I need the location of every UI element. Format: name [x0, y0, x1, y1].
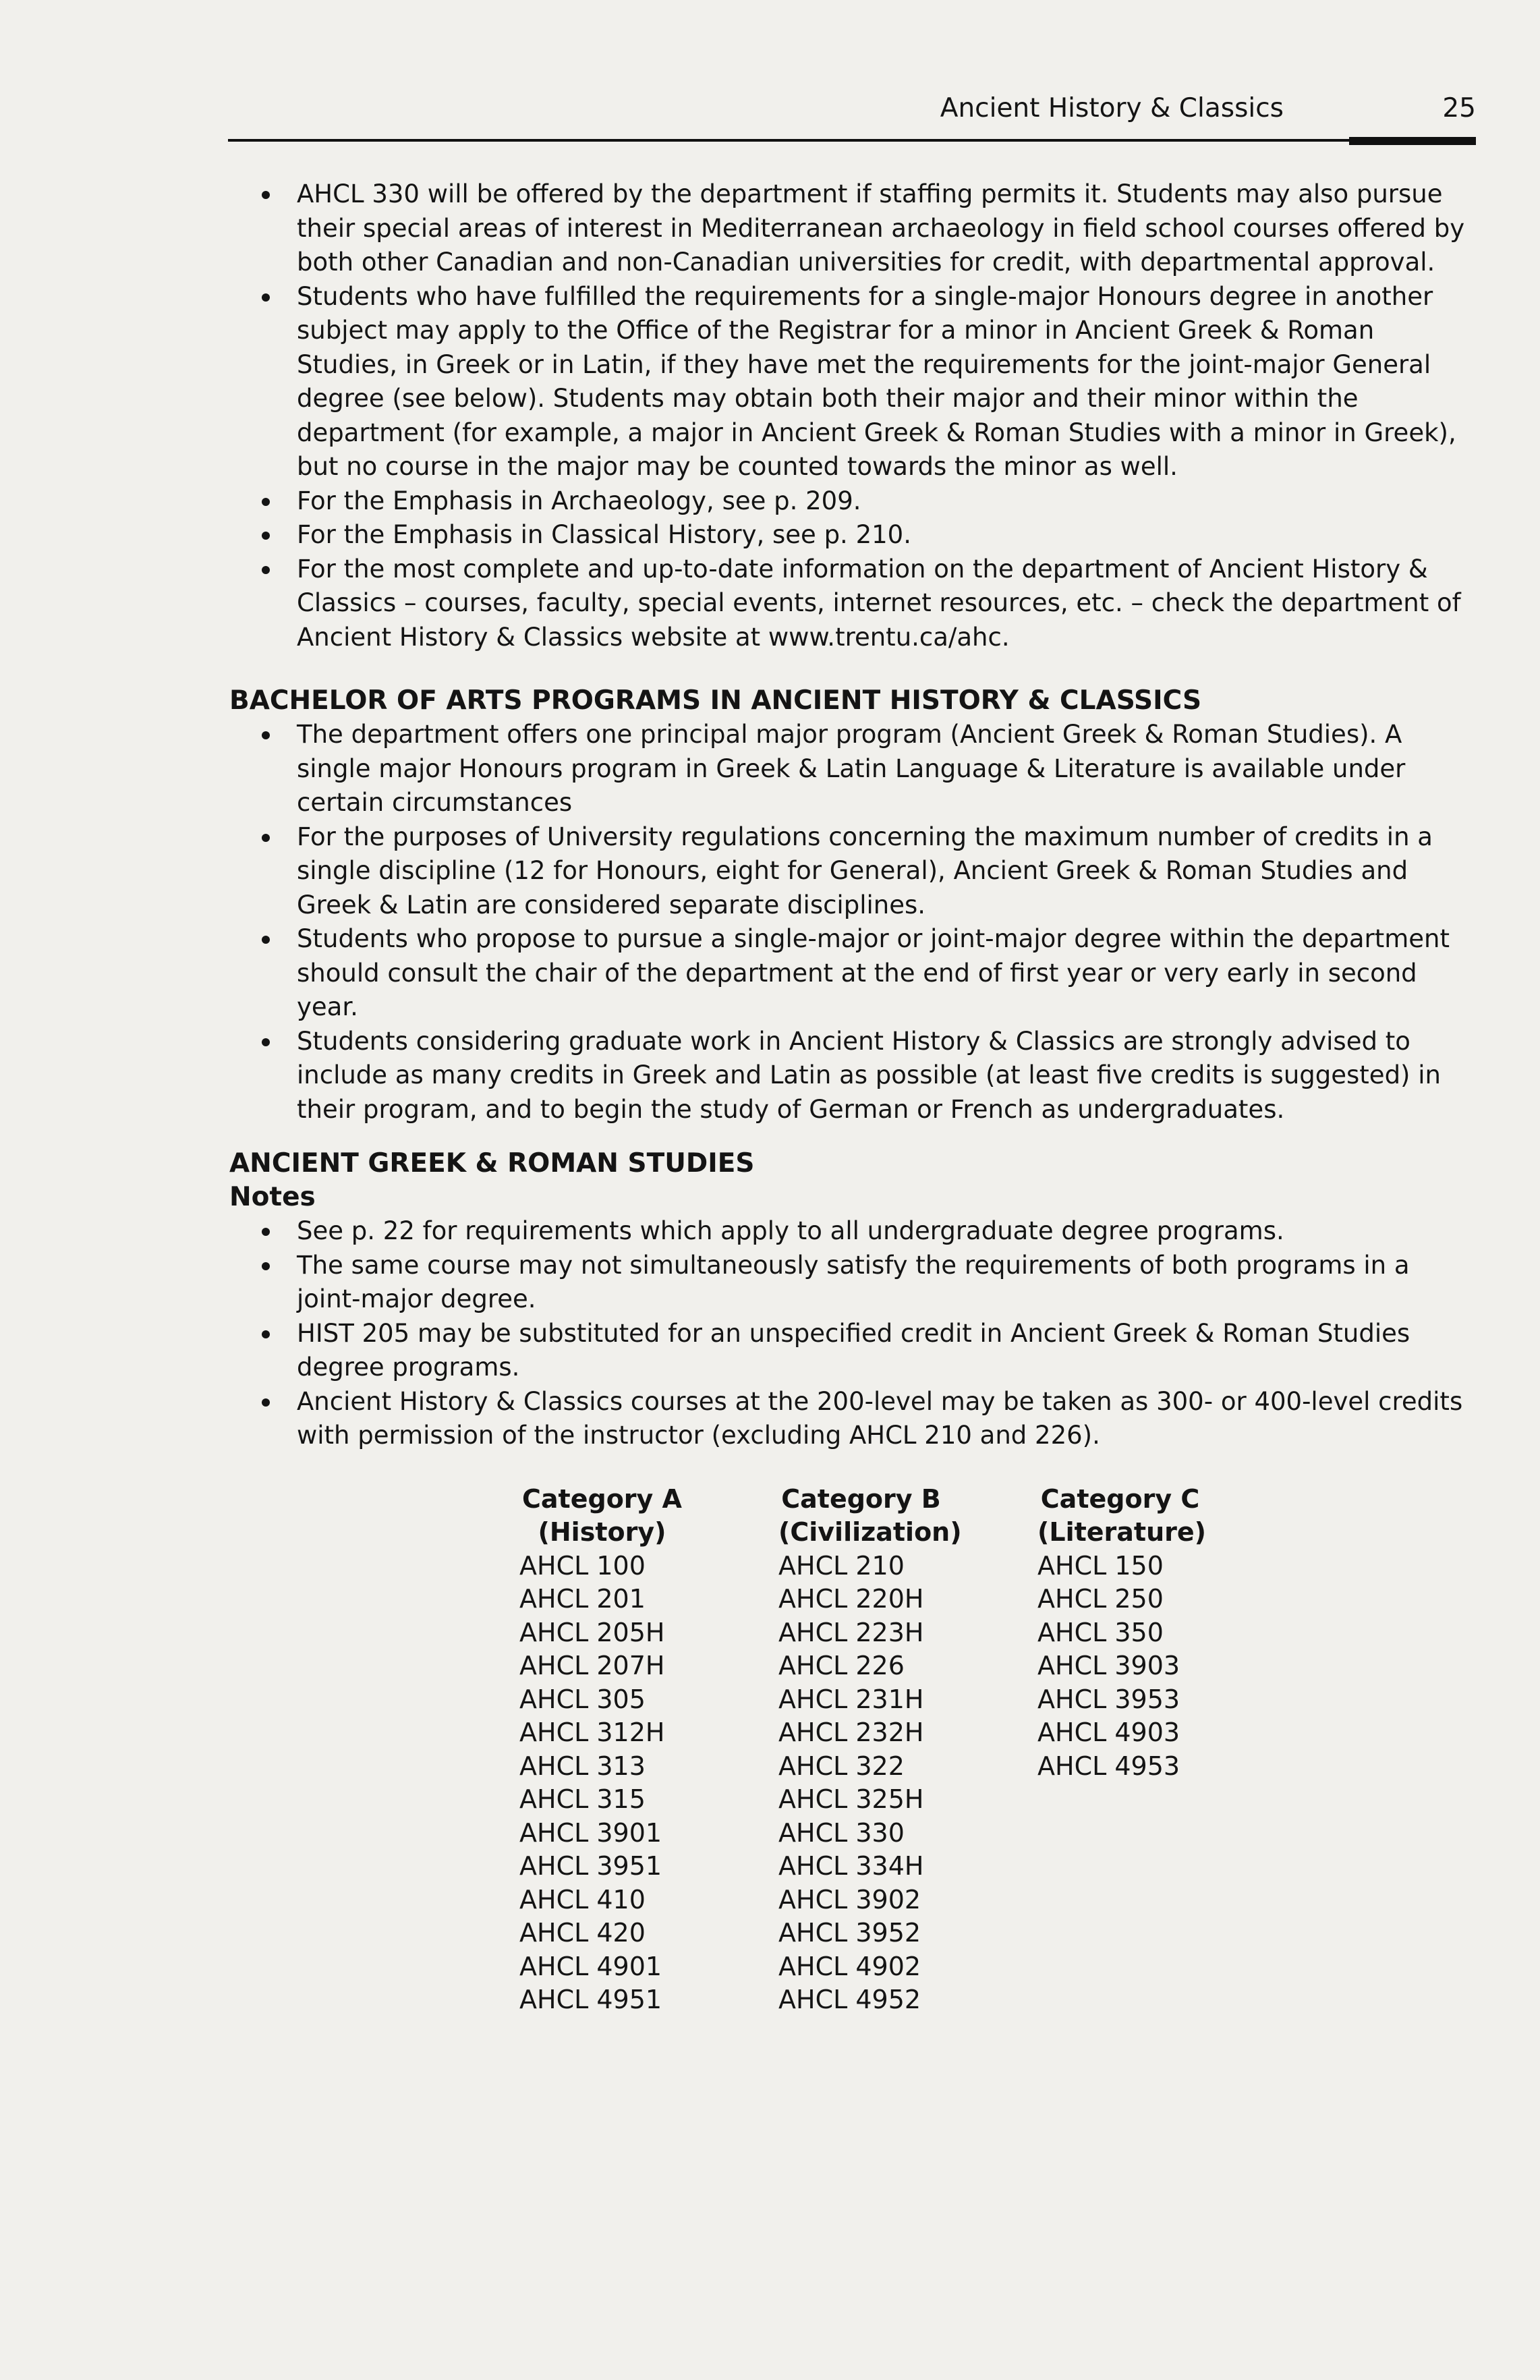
bullet-text: For the purposes of University regulations concerning the maximum number of credits in a single discipline (12 for Honours, eight for General), Ancient Greek & Roman Studies and Greek & Latin are considered separate disciplines. — [297, 822, 1433, 919]
bullet-icon — [262, 191, 270, 199]
course-code: AHCL 3901 — [519, 1817, 662, 1848]
intro-bullet-list — [229, 177, 1477, 654]
bullet-text: Students who have fulfilled the requirements for a single-major Honours degree in another subject may apply to the Office of the Registrar for a minor in Ancient Greek & Roman Studies, in Greek or in Latin, if they have met the requirements for the joint-major General degree (see below). Students may obtain both their major and their minor within the department (for example, a major in Ancient Greek & Roman Studies with a minor in Greek), but no course in the major may be counted towards the minor as well. — [297, 281, 1456, 481]
agrs-notes-bullet-list — [229, 1214, 1477, 1453]
course-code: AHCL 305 — [519, 1684, 646, 1714]
category-subtitle: (History) — [538, 1517, 666, 1547]
bullet-text: HIST 205 may be substituted for an unspecified credit in Ancient Greek & Roman Studies degree programs. — [297, 1318, 1410, 1382]
agrs-note-item — [229, 1317, 1477, 1385]
agrs-note-item — [229, 1214, 1477, 1249]
course-code: AHCL 330 — [778, 1817, 905, 1848]
agrs-note-item — [229, 1249, 1477, 1317]
course-code: AHCL 312H — [519, 1718, 665, 1747]
course-code: AHCL 100 — [519, 1550, 646, 1581]
bullet-text: Students considering graduate work in Ancient History & Classics are strongly advised to include as many credits in Greek and Latin as possible (at least five credits is suggested) in their program, and to begin the study of German or French as undergraduates. — [297, 1026, 1441, 1124]
course-code: AHCL 4902 — [778, 1951, 921, 1981]
course-code: AHCL 4953 — [1037, 1751, 1180, 1781]
notes-heading: Notes — [229, 1182, 316, 1212]
bullet-icon — [262, 936, 270, 944]
course-code: AHCL 205H — [519, 1617, 665, 1647]
course-code: AHCL 410 — [519, 1884, 646, 1915]
page-number: 25 — [1442, 93, 1476, 123]
course-category-table — [519, 1483, 1477, 2017]
course-code: AHCL 226 — [778, 1651, 905, 1680]
page-body — [229, 177, 1477, 2017]
bullet-text: Ancient History & Classics courses at the 200-level may be taken as 300- or 400-level credits with permission of the instructor (excluding AHCL 210 and 226). — [297, 1386, 1463, 1450]
course-code: AHCL 4901 — [519, 1951, 662, 1981]
course-code: AHCL 3902 — [778, 1884, 921, 1915]
category-subtitle: (Literature) — [1037, 1517, 1207, 1547]
course-code: AHCL 207H — [519, 1651, 665, 1680]
bullet-text: The same course may not simultaneously satisfy the requirements of both programs in a joint-major degree. — [297, 1250, 1410, 1313]
running-header — [0, 92, 1540, 132]
bullet-icon — [262, 731, 270, 739]
ba-programs-bullet-item — [229, 1025, 1477, 1127]
ba-programs-bullet-item — [229, 820, 1477, 923]
course-code: AHCL 322 — [778, 1751, 905, 1781]
course-code: AHCL 3903 — [1037, 1651, 1180, 1680]
course-code: AHCL 334H — [778, 1851, 924, 1881]
course-code: AHCL 150 — [1037, 1550, 1164, 1581]
bullet-icon — [262, 1398, 270, 1407]
course-code: AHCL 231H — [778, 1684, 924, 1714]
category-title: Category C — [1040, 1483, 1200, 1514]
bullet-text: Students who propose to pursue a single-major or joint-major degree within the department should consult the chair of the department at the end of first year or very early in second year. — [297, 924, 1450, 1021]
course-code: AHCL 3952 — [778, 1918, 921, 1948]
bullet-text: For the Emphasis in Classical History, see p. 210. — [297, 520, 911, 549]
agrs-heading: ANCIENT GREEK & ROMAN STUDIES — [229, 1148, 755, 1179]
course-code: AHCL 3953 — [1037, 1684, 1180, 1714]
ba-programs-bullet-list — [229, 718, 1477, 1127]
bullet-icon — [262, 566, 270, 574]
course-code: AHCL 4952 — [778, 1985, 921, 2014]
bullet-text: See p. 22 for requirements which apply to all undergraduate degree programs. — [297, 1216, 1284, 1245]
course-code: AHCL 420 — [519, 1918, 646, 1948]
bullet-text: AHCL 330 will be offered by the department if staffing permits it. Students may also pursue their special areas of interest in Mediterranean archaeology in field school courses offered by both other Canadian and non-Canadian universities for credit, with departmental approval. — [297, 179, 1465, 277]
course-code: AHCL 223H — [778, 1617, 924, 1647]
bullet-text: The department offers one principal major program (Ancient Greek & Roman Studies). A single major Honours program in Greek & Latin Language & Literature is available under certain circumstances — [297, 720, 1406, 817]
bullet-text: For the most complete and up-to-date information on the department of Ancient History & Classics – courses, faculty, special events, internet resources, etc. – check the department of Ancient History & Classics website at www.trentu.ca/ahc. — [297, 554, 1461, 652]
bullet-icon — [262, 293, 270, 302]
bullet-icon — [262, 532, 270, 540]
intro-bullet-item — [229, 552, 1477, 655]
header-rule-accent — [1349, 137, 1476, 145]
course-code: AHCL 315 — [519, 1784, 646, 1814]
intro-bullet-item — [229, 518, 1477, 552]
course-code: AHCL 201 — [519, 1584, 646, 1614]
intro-bullet-item — [229, 177, 1477, 280]
ba-programs-bullet-item — [229, 922, 1477, 1025]
course-code: AHCL 232H — [778, 1718, 924, 1747]
course-code: AHCL 4951 — [519, 1985, 662, 2014]
course-code: AHCL 220H — [778, 1584, 924, 1614]
category-title: Category B — [781, 1483, 941, 1514]
bullet-icon — [262, 498, 270, 506]
category-column — [778, 1483, 1037, 2017]
bullet-text: For the Emphasis in Archaeology, see p. 209. — [297, 486, 861, 515]
ba-programs-heading: BACHELOR OF ARTS PROGRAMS IN ANCIENT HISTORY & CLASSICS — [229, 685, 1202, 716]
course-code: AHCL 4903 — [1037, 1718, 1180, 1747]
category-subtitle: (Civilization) — [778, 1517, 962, 1547]
course-code: AHCL 313 — [519, 1751, 646, 1781]
ba-programs-bullet-item — [229, 718, 1477, 820]
category-column — [519, 1483, 778, 2017]
agrs-note-item — [229, 1385, 1477, 1453]
course-code: AHCL 350 — [1037, 1617, 1164, 1647]
bullet-icon — [262, 1038, 270, 1046]
running-header-title: Ancient History & Classics — [940, 93, 1284, 123]
intro-bullet-item — [229, 280, 1477, 484]
bullet-icon — [262, 1228, 270, 1236]
course-code: AHCL 325H — [778, 1784, 924, 1814]
category-column — [1037, 1483, 1296, 2017]
course-code: AHCL 250 — [1037, 1584, 1164, 1614]
bullet-icon — [262, 1330, 270, 1338]
course-code: AHCL 3951 — [519, 1851, 662, 1881]
header-rule — [228, 139, 1476, 142]
course-code: AHCL 210 — [778, 1550, 905, 1581]
category-title: Category A — [522, 1483, 682, 1514]
bullet-icon — [262, 1262, 270, 1270]
bullet-icon — [262, 834, 270, 842]
intro-bullet-item — [229, 484, 1477, 519]
